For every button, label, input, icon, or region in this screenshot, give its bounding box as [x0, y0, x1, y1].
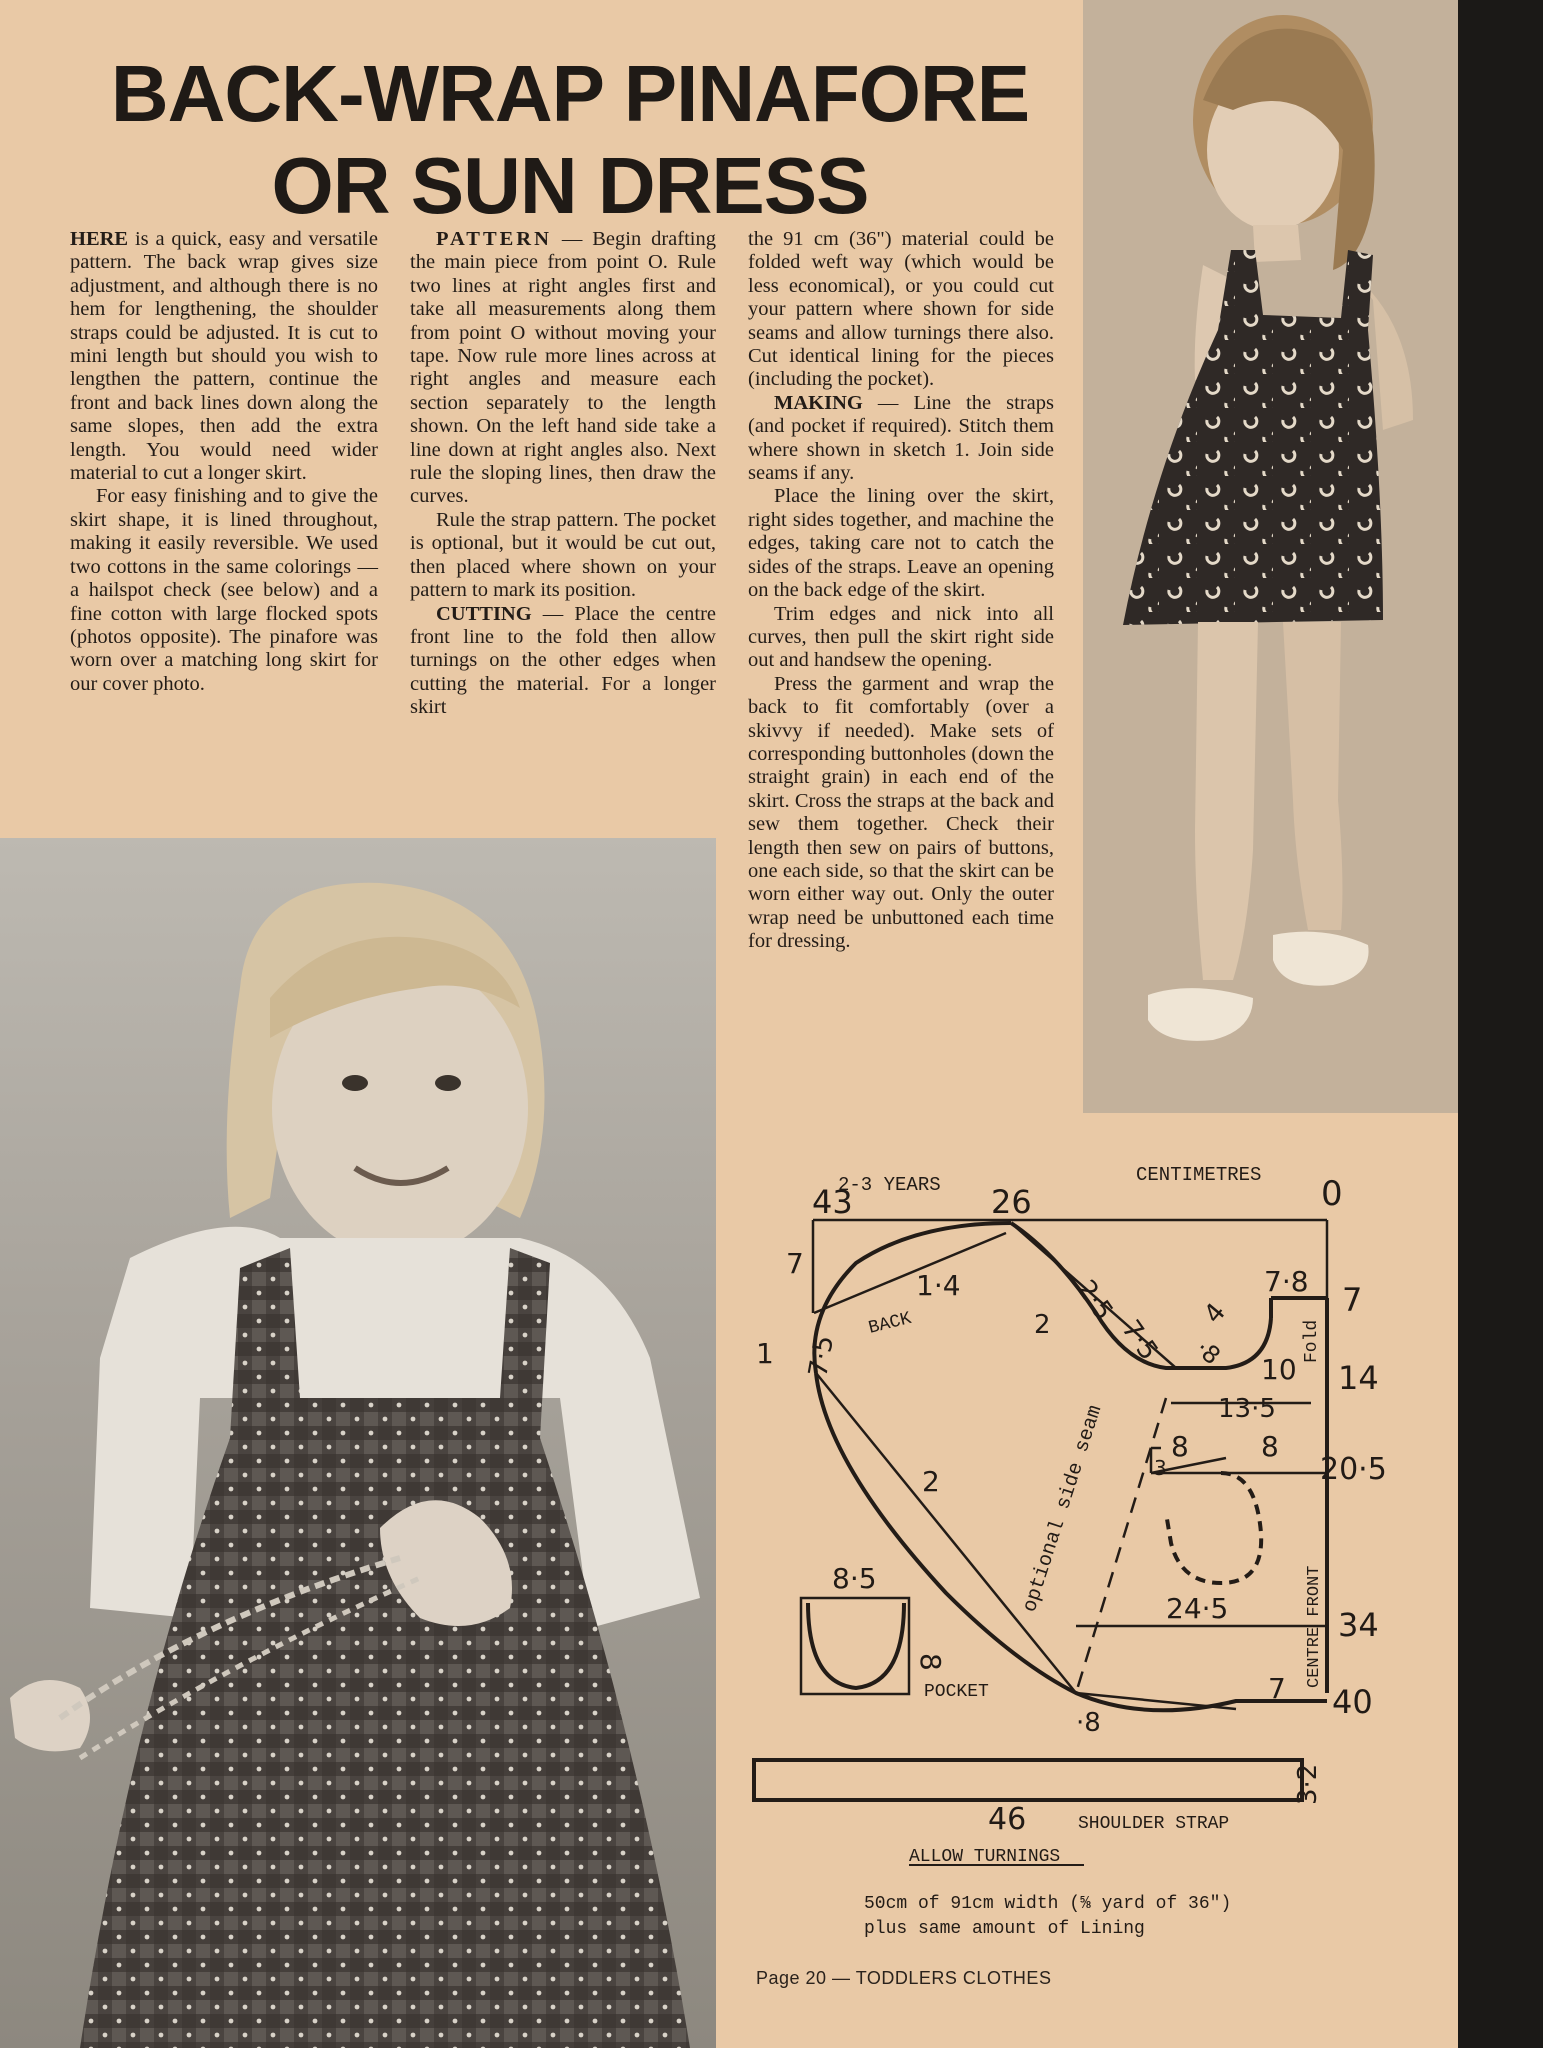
lead-word: PATTERN — [436, 228, 552, 250]
photo-standing-toddler — [1083, 0, 1458, 1113]
dim-point-8-bottom: ·8 — [1076, 1708, 1101, 1738]
text-column-2 — [410, 228, 716, 720]
dim-8-a: 8 — [1171, 1430, 1189, 1463]
dim-3: 3 — [1154, 1456, 1167, 1480]
fabric-requirement-line-1: 50cm of 91cm width (⅝ yard of 36") — [864, 1894, 1232, 1914]
dim-8-b: 8 — [1261, 1430, 1279, 1463]
paragraph: Trim edges and nick into all curves, then pull the skirt right side out and handsew the opening. — [748, 602, 1054, 672]
strap-width: 3·2 — [1293, 1763, 1323, 1805]
paragraph-text: is a quick, easy and versatile pattern. The back wrap gives size adjustment, and although there is no hem for lengthening, the shoulder straps could be adjusted. It is cut to mini length but should you wish to lengthen the pattern, continue the front and back lines down along the same slopes, then add the extra length. You would need wider material to cut a longer skirt. — [70, 228, 378, 485]
text-column-1 — [70, 228, 378, 696]
dim-7-5-left: 7·5 — [803, 1333, 841, 1380]
fabric-requirement-line-2: plus same amount of Lining — [864, 1919, 1145, 1939]
paragraph — [748, 392, 1054, 486]
mark-0: 0 — [1321, 1174, 1343, 1214]
centre-front-label: CENTRE FRONT — [1305, 1565, 1324, 1688]
dim-7-left: 7 — [786, 1247, 804, 1280]
paragraph-text: — Line the straps (and pocket if required). Stitch them where shown in sketch 1. Join side seams if any. — [748, 391, 1054, 485]
paragraph — [70, 228, 378, 485]
dim-1: 1 — [756, 1337, 774, 1370]
dim-2-5: 2·5 — [1070, 1274, 1119, 1326]
mark-40: 40 — [1332, 1683, 1373, 1721]
paragraph-text: — Place the centre front line to the fold then allow turnings on the other edges when cutting the material. For a longer skirt — [410, 602, 716, 719]
dim-7-5-mid: 7·5 — [1115, 1314, 1164, 1366]
lead-word: HERE — [70, 228, 129, 250]
dim-13-5: 13·5 — [1218, 1394, 1276, 1424]
title-line-2: OR SUN DRESS — [271, 141, 869, 230]
diagram-units-label: CENTIMETRES — [1136, 1164, 1262, 1186]
dim-4: 4 — [1198, 1297, 1232, 1330]
lead-word: MAKING — [774, 391, 863, 414]
dim-10: 10 — [1261, 1353, 1297, 1386]
back-label: BACK — [866, 1308, 914, 1339]
page-edge-shadow — [1458, 0, 1543, 2048]
paragraph — [410, 228, 716, 509]
paragraph: Press the garment and wrap the back to fit comfortably (over a skivvy if needed). Make sets of corresponding buttonholes (down the straight grain) in each end of the skirt. Cross the straps at the back and sew them together. Check their length then sew on pairs of buttons, one each side, so that the skirt can be worn either way out. Only the outer wrap need be unbuttoned each time for dressing. — [748, 672, 1054, 953]
dim-1-4: 1·4 — [916, 1269, 961, 1302]
pattern-drawing — [716, 1113, 1458, 1998]
paragraph: Rule the strap pattern. The pocket is optional, but it would be cut out, then placed where shown on your pattern to mark its position. — [410, 508, 716, 602]
allow-turnings: ALLOW TURNINGS — [909, 1847, 1061, 1867]
dim-7-8: 7·8 — [1264, 1265, 1309, 1298]
dim-2-curve: 2 — [922, 1465, 940, 1498]
paragraph-text: — Begin drafting the main piece from point O. Rule two lines at right angles first and take all measurements along them from point O without moving your tape. Now rule more lines across at right angles and measure each section separately to the length shown. On the left hand side take a line down at right angles also. Next rule the sloping lines, then draw the curves. — [410, 228, 716, 508]
mark-14: 14 — [1338, 1359, 1379, 1397]
mark-7: 7 — [1342, 1281, 1363, 1319]
page-footer: Page 20 — TODDLERS CLOTHES — [756, 1968, 1052, 1988]
photo-smiling-toddler-illustration — [0, 838, 716, 2048]
paragraph: For easy finishing and to give the skirt shape, it is lined throughout, making it easily reversible. We used two cottons in the same colorings — a hailspot check (see below) and a fine cotton with large flocked spots (photos opposite). The pinafore was worn over a matching long skirt for our cover photo. — [70, 485, 378, 695]
page-title — [60, 48, 1080, 232]
strap-length: 46 — [988, 1802, 1027, 1837]
photo-smiling-toddler — [0, 838, 716, 2048]
mark-20-5: 20·5 — [1320, 1452, 1387, 1487]
dim-7-bottom: 7 — [1268, 1672, 1286, 1705]
pocket-height: 8 — [914, 1653, 947, 1671]
strap-label: SHOULDER STRAP — [1078, 1814, 1230, 1834]
photo-standing-toddler-illustration — [1083, 0, 1458, 1113]
paragraph: the 91 cm (36") material could be folded weft way (which would be less economical), or you could cut your pattern where shown for side seams and allow turnings there also. Cut identical lining for the pieces (including the pocket). — [748, 228, 1054, 391]
dim-point-8-top: ·8 — [1190, 1334, 1226, 1371]
text-column-3 — [748, 228, 1054, 954]
paragraph — [410, 603, 716, 720]
mark-26: 26 — [991, 1183, 1032, 1221]
pocket-label: POCKET — [924, 1682, 989, 1702]
pocket-width: 8·5 — [832, 1562, 877, 1595]
fold-label: Fold — [1302, 1319, 1322, 1363]
side-seam-label: optional side seam — [1018, 1402, 1108, 1616]
paragraph: Place the lining over the skirt, right sides together, and machine the edges, taking care not to catch the sides of the straps. Leave an opening on the back edge of the skirt. — [748, 485, 1054, 602]
title-line-1: BACK-WRAP PINAFORE — [110, 49, 1030, 138]
mark-34: 34 — [1338, 1606, 1379, 1644]
diagram-size-label: 2-3 YEARS — [838, 1174, 941, 1196]
dim-2-mid: 2 — [1034, 1310, 1051, 1340]
pattern-diagram — [716, 1113, 1458, 1998]
dim-24-5: 24·5 — [1166, 1592, 1229, 1625]
mark-43: 43 — [812, 1183, 853, 1221]
lead-word: CUTTING — [436, 602, 532, 625]
